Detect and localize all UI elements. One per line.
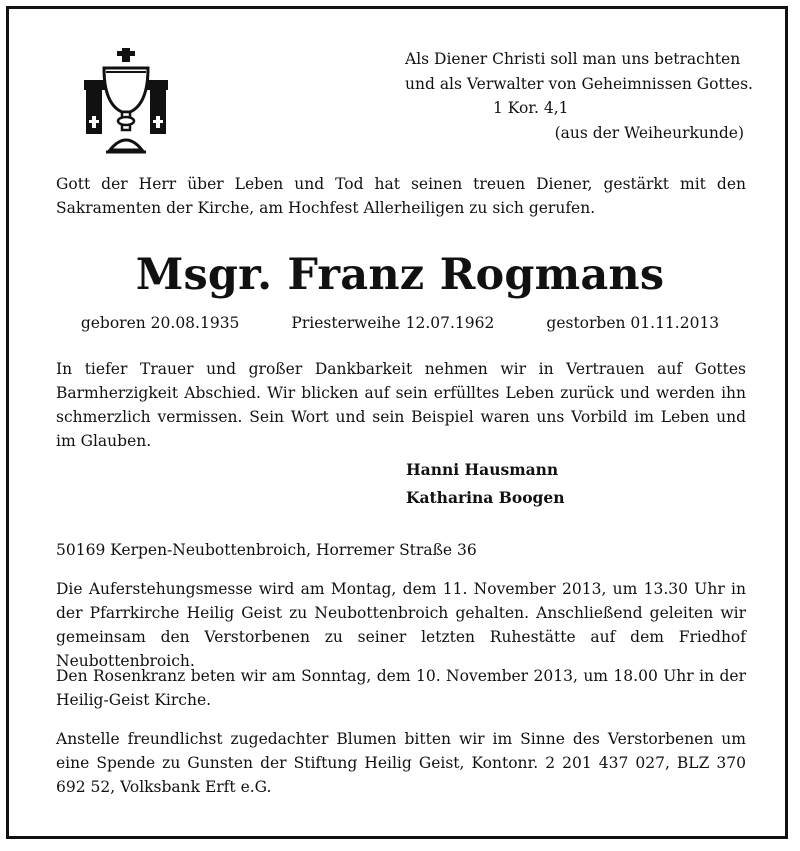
mourning-paragraph: In tiefer Trauer und großer Dankbarkeit nehmen wir in Vertrauen auf Gottes Barmherzigkeit Abschied. Wir blicken auf sein erfülltes Leben zurück und werden ihn schmerzlich vermissen. Sein Wort und sein Beispiel waren uns Vorbild im Leben und im Glauben. [56,360,746,450]
birth-date: geboren 20.08.1935 [80,314,240,332]
quote-line-1: Als Diener Christi soll man uns betrachten [405,50,741,68]
address: 50169 Kerpen-Neubottenbroich, Horremer Straße 36 [56,541,477,559]
signer-name: Katharina Boogen [406,488,565,507]
chalice-stole-icon [80,46,172,158]
life-dates [0,314,800,332]
mass-paragraph: Die Auferstehungsmesse wird am Montag, dem 11. November 2013, um 13.30 Uhr in der Pfarrkirche Heilig Geist zu Neubottenbroich gehalten. Anschließend geleiten wir gemeinsam den Verstorbenen zu seiner letzten Ruhestätte auf dem Friedhof Neubottenbroich. [56,580,746,670]
quote-line-2: und als Verwalter von Geheimnissen Gottes. [405,74,753,93]
ordination-date: Priesterweihe 12.07.1962 [291,314,495,332]
rosary-paragraph: Den Rosenkranz beten wir am Sonntag, dem 10. November 2013, um 18.00 Uhr in der Heilig-Geist Kirche. [56,667,746,709]
death-date: gestorben 01.11.2013 [546,314,720,332]
quote-source: (aus der Weiheurkunde) [554,123,744,142]
intro-paragraph: Gott der Herr über Leben und Tod hat seinen treuen Diener, gestärkt mit den Sakramenten der Kirche, am Hochfest Allerheiligen zu sich gerufen. [56,175,746,217]
deceased-name: Msgr. Franz Rogmans [135,250,665,300]
quote-reference: 1 Kor. 4,1 [493,99,569,117]
donation-paragraph: Anstelle freundlichst zugedachter Blumen bitten wir im Sinne des Verstorbenen um eine Spende zu Gunsten der Stiftung Heilig Geist, Kontonr. 2 201 437 027, BLZ 370 692 52, Volksbank Erft e.G. [56,730,746,796]
bible-quote [405,47,753,145]
signer-name: Hanni Hausmann [406,460,559,479]
